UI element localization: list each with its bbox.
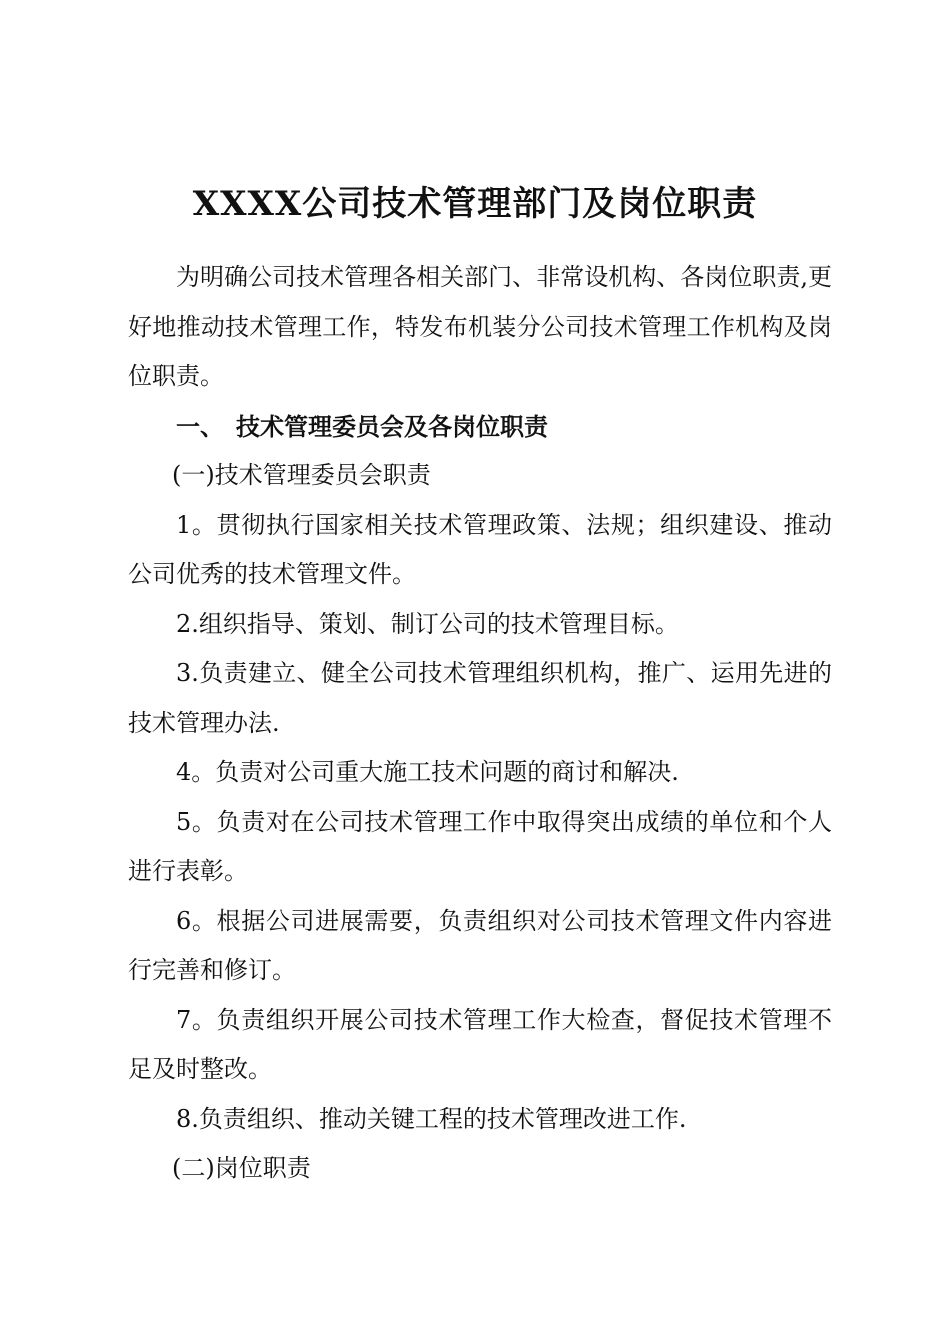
- subsection-heading-1: (一)技术管理委员会职责: [172, 461, 431, 489]
- list-item-3: 3.负责建立、健全公司技术管理组织机构，推广、运用先进的技术管理办法.: [128, 659, 832, 737]
- list-item-5: 5。负责对在公司技术管理工作中取得突出成绩的单位和个人进行表彰。: [128, 807, 832, 885]
- list-item-6: 6。根据公司进展需要，负责组织对公司技术管理文件内容进行完善和修订。: [128, 906, 832, 984]
- subsection-heading-2: (二)岗位职责: [172, 1154, 311, 1182]
- list-item-8: 8.负责组织、推动关键工程的技术管理改进工作.: [176, 1104, 687, 1133]
- list-item-7: 7。负责组织开展公司技术管理工作大检查，督促技术管理不足及时整改。: [128, 1005, 832, 1083]
- list-item-2: 2.组织指导、策划、制订公司的技术管理目标。: [176, 609, 679, 638]
- intro-paragraph: 为明确公司技术管理各相关部门、非常设机构、各岗位职责,更好地推动技术管理工作，特发布机装分公司技术管理工作机构及岗位职责。: [128, 263, 832, 390]
- document-body: [128, 253, 832, 1194]
- list-item-4: 4。负责对公司重大施工技术问题的商讨和解决.: [176, 758, 679, 786]
- document-title: XXXX公司技术管理部门及岗位职责: [192, 184, 758, 224]
- list-item-1: 1。贯彻执行国家相关技术管理政策、法规；组织建设、推动公司优秀的技术管理文件。: [128, 510, 832, 588]
- section-title: 技术管理委员会及各岗位职责: [236, 411, 548, 441]
- section-number: 一、: [176, 411, 224, 441]
- section-heading: [128, 402, 832, 452]
